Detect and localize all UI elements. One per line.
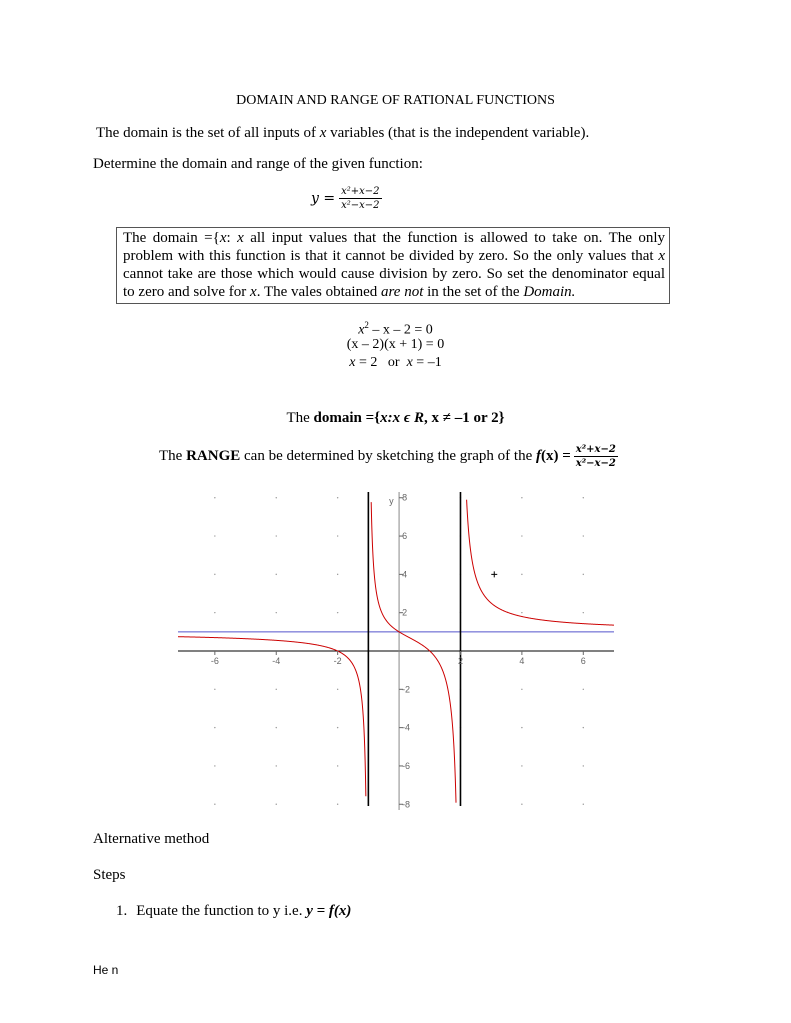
equation-2: (x – 2)(x + 1) = 0	[346, 337, 445, 352]
grid-dot	[521, 574, 522, 575]
grid-dot	[521, 612, 522, 613]
steps-heading: Steps	[93, 867, 126, 883]
graph-axes	[178, 492, 614, 810]
grid-dot	[521, 535, 522, 536]
graph-asymptotes	[178, 492, 614, 806]
step-formula: y = f(x)	[306, 903, 352, 919]
range-text: The RANGE can be determined by sketching the graph of the f(x) = $\frac{\text{x²+x−2}}{\text{x²−x−2}}$	[159, 444, 616, 469]
curve-branch-2	[371, 502, 456, 803]
grid-dot	[521, 689, 522, 690]
grid-dot	[583, 612, 584, 613]
x-tick-label: 2	[457, 656, 463, 666]
y-tick-label: 8	[402, 492, 408, 503]
grid-dot	[521, 804, 522, 805]
y-tick-label: -2	[402, 684, 411, 695]
y-tick-label: -4	[402, 722, 411, 733]
grid-dot	[521, 727, 522, 728]
grid-dot	[337, 574, 338, 575]
y-tick-label: -6	[402, 760, 411, 771]
function-denominator: x²−x−2	[341, 200, 380, 211]
grid-dot	[214, 689, 215, 690]
emphasis-domain: Domain.	[523, 284, 576, 300]
grid-dot	[583, 535, 584, 536]
x-tick-label: 6	[580, 656, 586, 666]
grid-dot	[337, 804, 338, 805]
grid-dot	[521, 765, 522, 766]
grid-dot	[214, 727, 215, 728]
range-fraction: $\frac{\text{x²+x−2}}{\text{x²−x−2}}$	[575, 444, 616, 469]
grid-dot	[214, 765, 215, 766]
grid-dot	[583, 804, 584, 805]
var-x: x	[319, 125, 327, 141]
grid-dot	[521, 497, 522, 498]
grid-dot	[583, 727, 584, 728]
equation-1: $x^2 - x - 2 = 0$	[358, 320, 433, 338]
equation-3: x = 2 or x = –1	[349, 355, 442, 370]
grid-dot	[583, 689, 584, 690]
grid-dot	[214, 497, 215, 498]
definition-text-end: variables (that is the independent variable).	[326, 125, 590, 141]
page-footer: He n	[93, 963, 119, 977]
y-tick-label: -8	[402, 799, 411, 810]
y-tick-label: 4	[402, 569, 408, 580]
y-axis-label: y	[389, 496, 394, 506]
prompt-text: Determine the domain and range of the given function:	[93, 156, 423, 172]
grid-dot	[276, 574, 277, 575]
domain-explanation-box: The domain ={x: x all input values that the function is allowed to take on. The only problem with this function is that it cannot be divided by zero. So the only values that x cannot take are those which would cause division by zero. So set the denominator equal to zero and solve for x. The vales obtained are not in the set of the Domain.	[116, 227, 670, 304]
grid-dot	[214, 535, 215, 536]
grid-dot	[337, 727, 338, 728]
x-tick-label: -2	[333, 656, 342, 666]
x-tick-label: -6	[210, 656, 219, 666]
grid-dot	[337, 497, 338, 498]
grid-dot	[276, 497, 277, 498]
grid-dot	[214, 574, 215, 575]
grid-dot	[583, 574, 584, 575]
grid-dot	[337, 689, 338, 690]
grid-dot	[276, 689, 277, 690]
y-tick-label: 6	[402, 531, 408, 542]
step-text: Equate the function to y i.e.	[136, 903, 307, 919]
step-1	[116, 902, 351, 921]
step-number: 1.	[116, 903, 128, 919]
x-tick-label: -4	[272, 656, 281, 666]
graph-marker	[491, 571, 497, 577]
grid-dot	[276, 765, 277, 766]
grid-dot	[214, 804, 215, 805]
grid-dot	[276, 727, 277, 728]
grid-dot	[276, 804, 277, 805]
definition-text: The domain is the set of all inputs of	[96, 125, 320, 141]
grid-dot	[214, 612, 215, 613]
grid-dot	[276, 535, 277, 536]
grid-dot	[276, 612, 277, 613]
grid-dot	[337, 535, 338, 536]
y-tick-label: 2	[402, 607, 408, 618]
alternative-method-heading: Alternative method	[93, 831, 210, 847]
grid-dot	[583, 497, 584, 498]
domain-result: The domain ={x:x ϵ R, x ≠ –1 or 2}	[286, 410, 505, 426]
emphasis-are-not: are not	[381, 284, 424, 300]
function-numerator: x²+x−2	[341, 186, 380, 197]
function-lhs: y =	[311, 190, 336, 207]
x-tick-label: 4	[519, 656, 525, 666]
grid-dot	[337, 765, 338, 766]
page-title: DOMAIN AND RANGE OF RATIONAL FUNCTIONS	[236, 93, 555, 108]
curve-branch-3	[467, 500, 614, 625]
grid-dot	[583, 765, 584, 766]
grid-dot	[337, 612, 338, 613]
